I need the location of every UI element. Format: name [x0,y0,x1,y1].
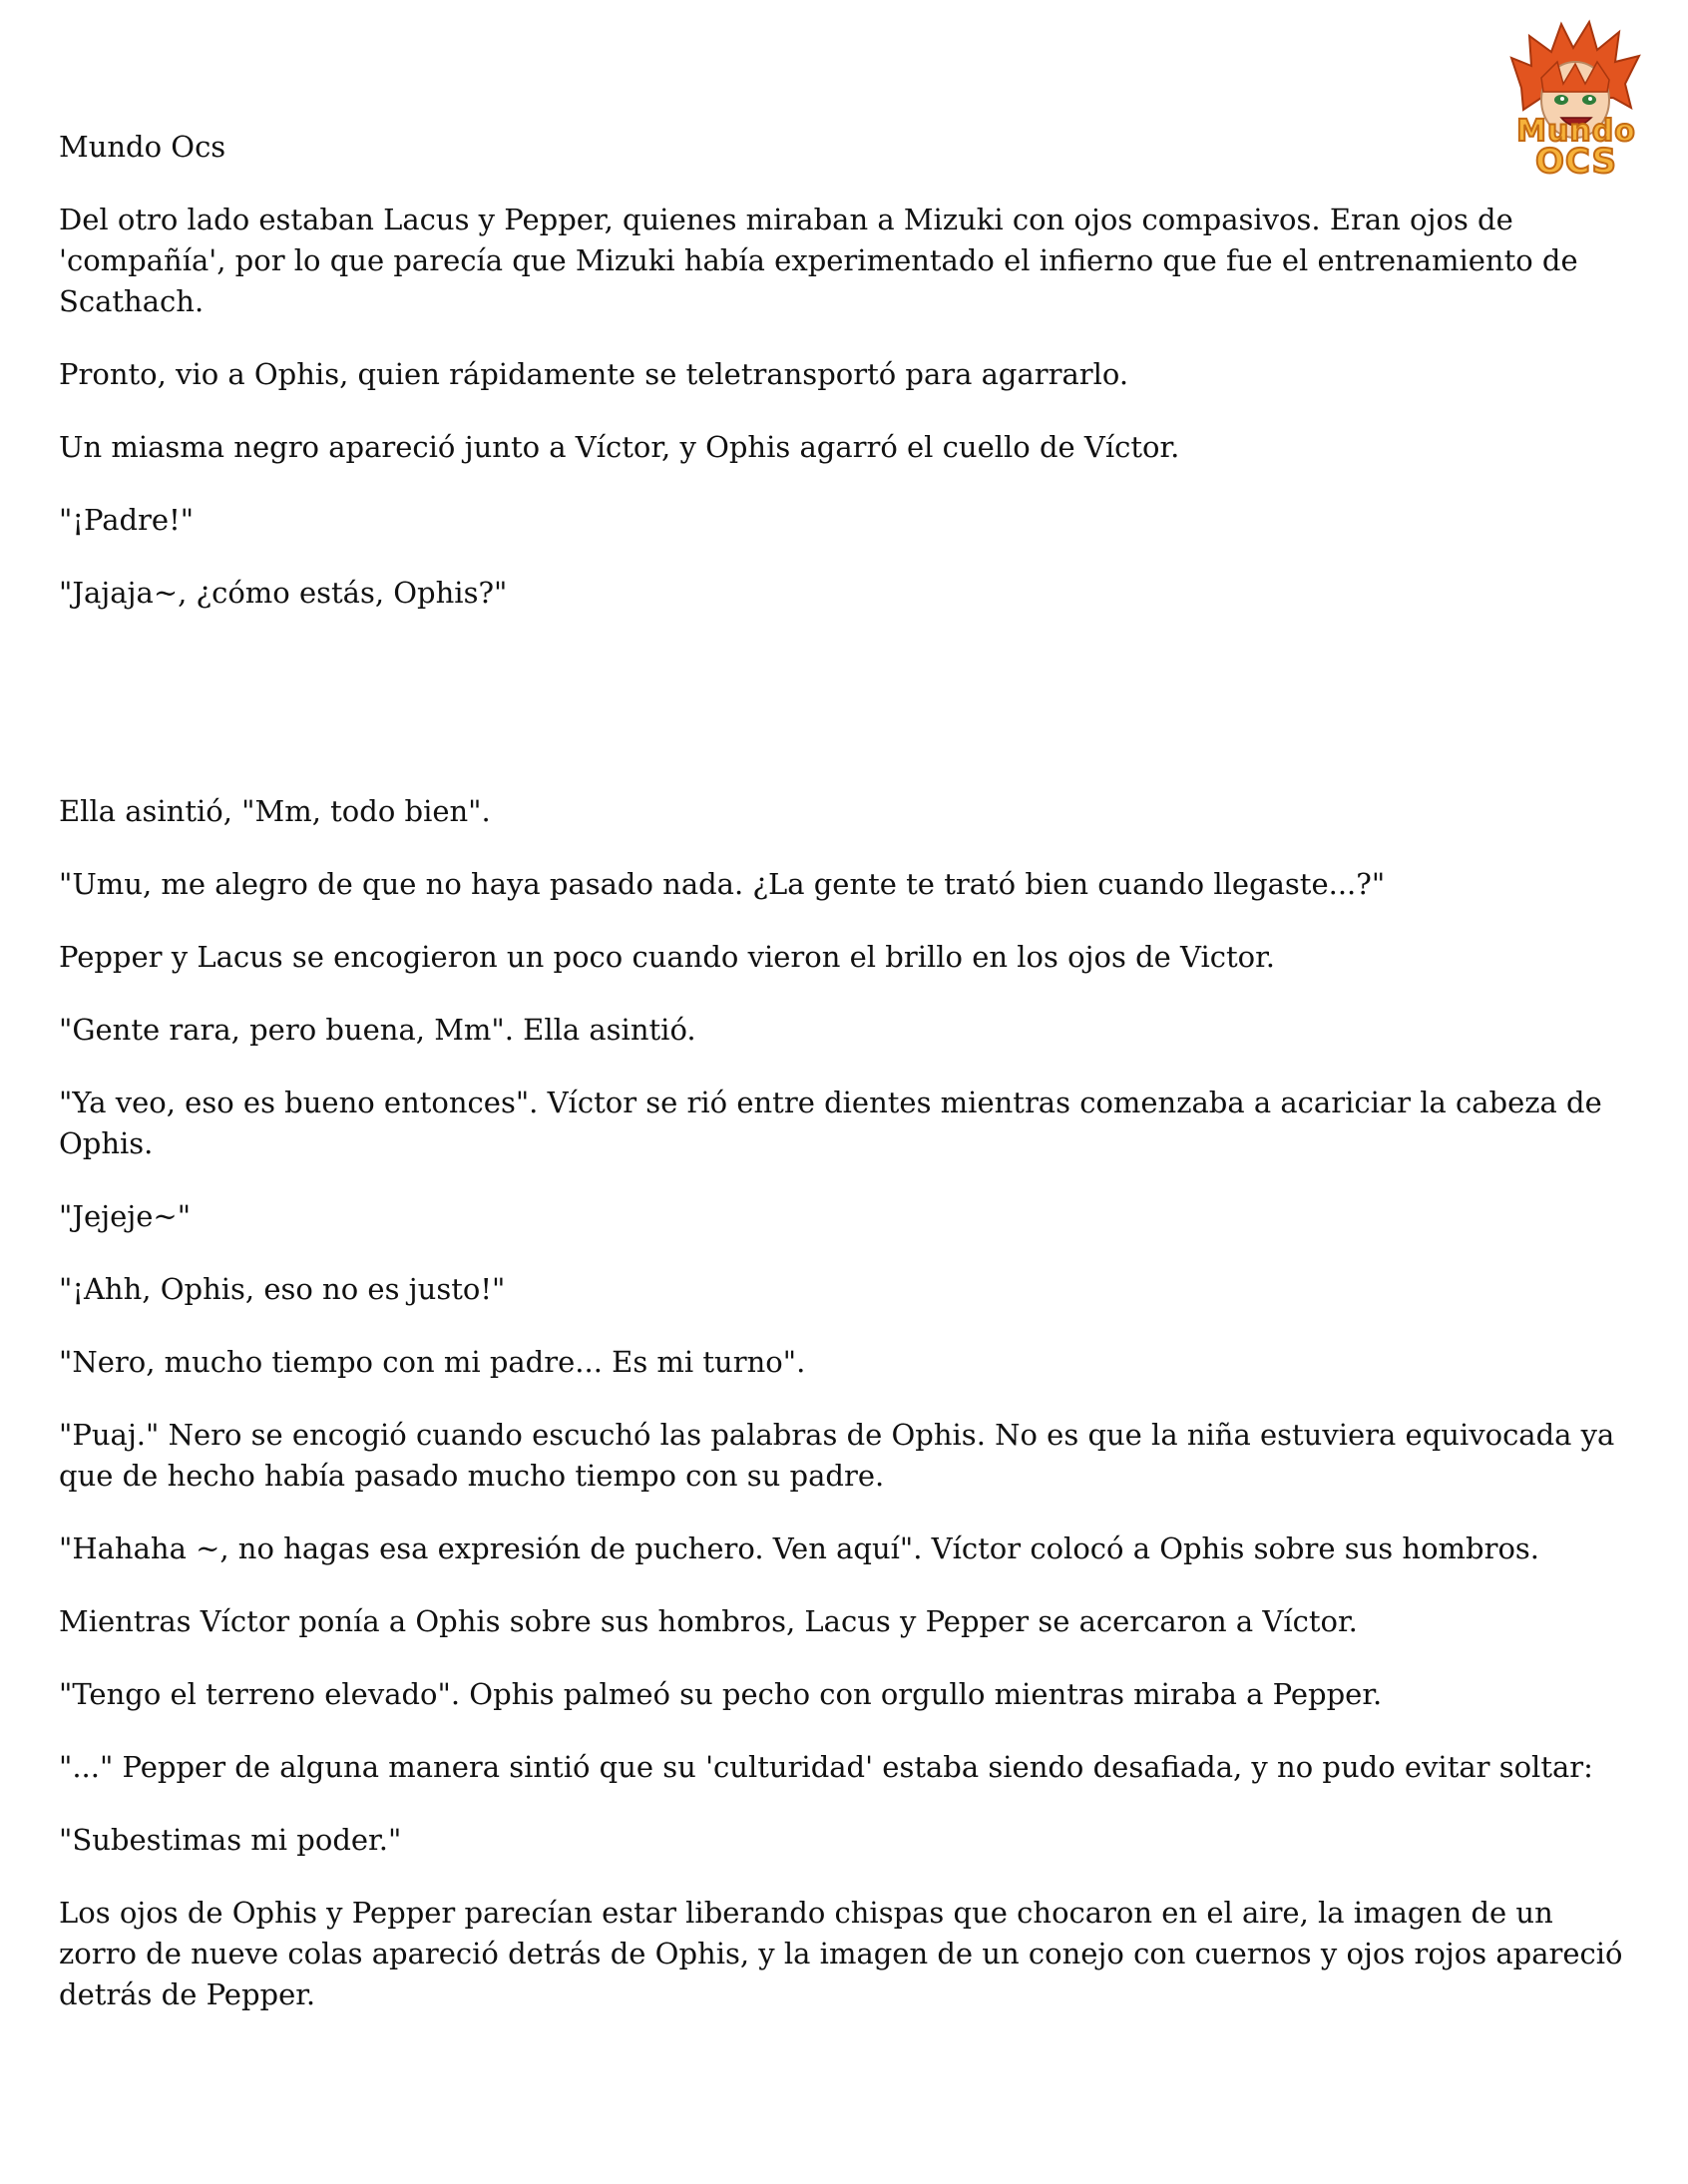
paragraph: "Umu, me alegro de que no haya pasado nada. ¿La gente te trató bien cuando llegaste...?" [59,867,1386,901]
paragraph: "Jejeje~" [59,1199,192,1233]
paragraph: "Jajaja~, ¿cómo estás, Ophis?" [59,576,508,610]
logo-text-ocs: OCS [1535,142,1617,182]
paragraph: "Subestimas mi poder." [59,1823,402,1857]
paragraph: "Nero, mucho tiempo con mi padre... Es mi turno". [59,1345,806,1379]
paragraph: Mientras Víctor ponía a Ophis sobre sus hombros, Lacus y Pepper se acercaron a Víctor. [59,1604,1358,1638]
paragraph: "Tengo el terreno elevado". Ophis palmeó su pecho con orgullo mientras miraba a Pepper. [59,1677,1383,1711]
blank-gap [59,646,1635,791]
paragraph: "Hahaha ~, no hagas esa expresión de puchero. Ven aquí". Víctor colocó a Ophis sobre sus hombros. [59,1531,1540,1565]
paragraph: Pepper y Lacus se encogieron un poco cuando vieron el brillo en los ojos de Victor. [59,940,1276,974]
paragraph: "Puaj." Nero se encogió cuando escuchó las palabras de Ophis. No es que la niña estuviera equivocada ya que de hecho había pasado mucho tiempo con su padre. [59,1418,1624,1493]
paragraph: Ella asintió, "Mm, todo bien". [59,794,491,828]
paragraph: Del otro lado estaban Lacus y Pepper, quienes miraban a Mizuki con ojos compasivos. Eran ojos de 'compañía', por lo que parecía que Mizuki había experimentado el infierno que fue el entrenamiento de Scathach. [59,203,1587,318]
paragraph: "Gente rara, pero buena, Mm". Ella asintió. [59,1013,696,1047]
paragraph: "Ya veo, eso es bueno entonces". Víctor se rió entre dientes mientras comenzaba a acariciar la cabeza de Ophis. [59,1086,1612,1160]
paragraph: Los ojos de Ophis y Pepper parecían estar liberando chispas que chocaron en el aire, la imagen de un zorro de nueve colas apareció detrás de Ophis, y la imagen de un conejo con cuernos y ojos rojos apareció detrás de Pepper. [59,1896,1632,2011]
document-body [59,127,1635,2047]
logo-text-mundo: Mundo [1516,114,1636,149]
paragraph: Pronto, vio a Ophis, quien rápidamente se teletransportó para agarrarlo. [59,357,1129,391]
document-header: Mundo Ocs [59,130,226,164]
paragraph: "..." Pepper de alguna manera sintió que su 'culturidad' estaba siendo desafiada, y no pudo evitar soltar: [59,1750,1593,1784]
paragraph: "¡Ahh, Ophis, eso no es justo!" [59,1272,506,1306]
paragraph: "¡Padre!" [59,503,195,537]
paragraph: Un miasma negro apareció junto a Víctor, y Ophis agarró el cuello de Víctor. [59,430,1180,464]
